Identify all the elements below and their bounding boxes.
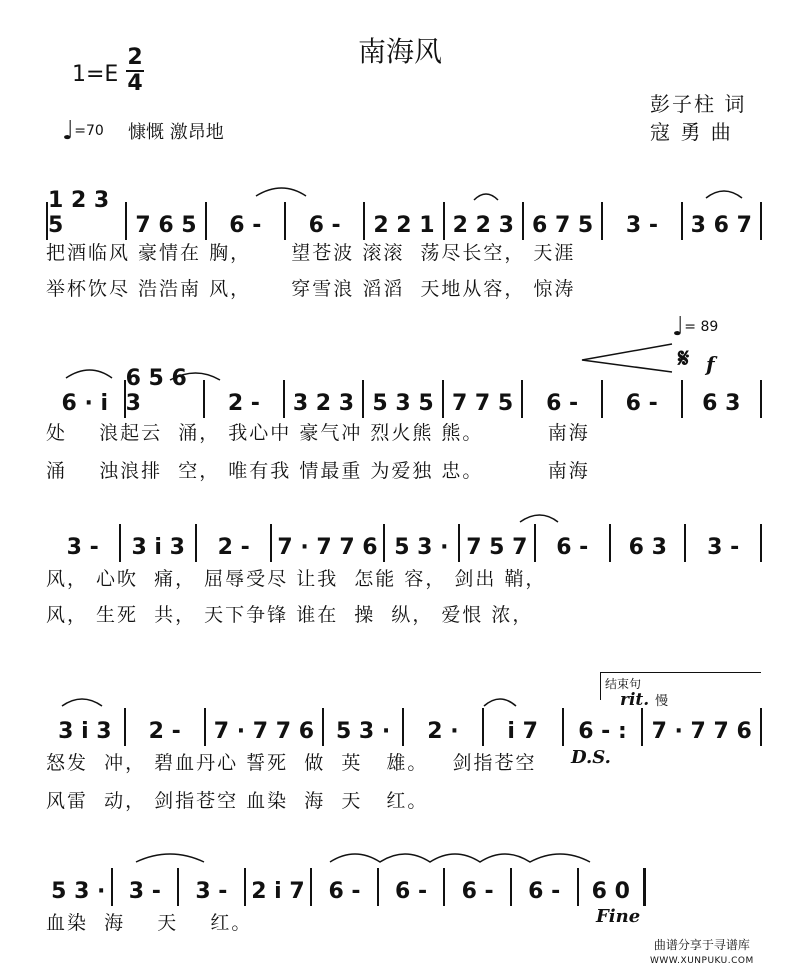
measure: 2 - — [217, 535, 250, 560]
measure: 6 - — [528, 879, 561, 904]
measure: 6 - — [328, 879, 361, 904]
measure: 2 - — [227, 391, 260, 416]
slur — [520, 515, 558, 522]
measure: 2 i 7 — [251, 879, 305, 904]
lyric-line: 风， 心吹 痛， 屈辱受尽 让我 怎能 容， 剑出 鞘， — [46, 568, 547, 590]
watermark-line-2: WWW.XUNPUKU.COM — [650, 956, 754, 966]
slur — [62, 699, 102, 706]
time-signature-bottom: 4 — [127, 71, 143, 96]
measure: 3 2 3 — [292, 391, 355, 416]
measure: 3 - — [195, 879, 228, 904]
measure: 6 - — [461, 879, 494, 904]
quarter-note-icon: ♩ — [62, 116, 75, 146]
watermark-line-1: 曲谱分享于寻谱库 — [653, 938, 750, 952]
ending-section-label: 结束句 — [600, 672, 761, 700]
measure: 6 7 5 — [532, 213, 594, 238]
measure: 3 i 3 — [131, 535, 185, 560]
rit-text: rit. — [620, 690, 650, 710]
measure: 6 - — [395, 879, 428, 904]
composer-credit: 寇 勇 曲 — [650, 120, 733, 144]
measure: 7 · 7 7 6 — [213, 719, 315, 744]
song-title: 南海风 — [357, 35, 442, 68]
measure: 7 · 7 7 6 — [651, 719, 752, 744]
measure: 6 - — [556, 535, 589, 560]
measure: 5 3 · — [51, 879, 106, 904]
measure: 3 i 3 — [58, 719, 112, 744]
lyric-line: 举杯饮尽 浩浩南 风， 穿雪浪 滔滔 天地从容， 惊涛 — [46, 278, 576, 300]
lyric-line: 处 浪起云 涌， 我心中 豪气冲 烈火熊 熊。 南海 — [46, 422, 590, 444]
key-signature: 1=E — [72, 62, 119, 87]
measure: 2 2 3 — [452, 213, 514, 238]
quarter-note-icon: ♩ — [672, 312, 685, 342]
tempo-change-value: = 89 — [684, 319, 719, 335]
watermark — [650, 938, 754, 968]
lyric-line: 风雷 动， 剑指苍空 血染 海 天 红。 — [46, 790, 429, 812]
measure: 6 - — [229, 213, 262, 238]
slur — [170, 373, 220, 380]
lyric-line: 风， 生死 共， 天下争锋 谁在 操 纵， 爱恨 浓， — [46, 604, 534, 626]
measure: 5 3 · — [394, 535, 449, 560]
crescendo-hairpin — [582, 344, 672, 372]
mood-marking: 慷慨 激昂地 — [128, 122, 224, 143]
measure: 6 5 6 3 — [125, 366, 187, 416]
lyricist-credit: 彭子柱 词 — [650, 92, 747, 116]
lyric-line: 把酒临风 豪情在 胸， 望苍波 滚滚 荡尽长空， 天涯 — [46, 242, 576, 264]
time-signature-top: 2 — [127, 45, 143, 70]
lyric-line: 血染 海 天 红。 — [46, 912, 253, 934]
dynamic-marking: f — [706, 352, 715, 376]
slur — [256, 188, 306, 196]
measure: 6 3 — [702, 391, 741, 416]
measure: 3 - — [66, 535, 99, 560]
lyric-line: 怒发 冲， 碧血丹心 誓死 做 英 雄。 剑指苍空 — [46, 752, 537, 774]
measure: 3 - — [625, 213, 659, 238]
slur — [706, 191, 742, 198]
measure: 3 - — [707, 535, 740, 560]
measure: 6 - — [308, 213, 341, 238]
measure: i 7 — [507, 719, 538, 744]
slur — [136, 854, 204, 862]
slur — [66, 370, 112, 378]
measure: 7 6 5 — [135, 213, 197, 238]
measure: 5 3 · — [335, 719, 391, 744]
measure: 6 · i — [61, 391, 109, 416]
slur — [330, 854, 590, 862]
measure: 3 - — [128, 879, 161, 904]
lyric-line: 涌 浊浪排 空， 唯有我 情最重 为爱独 忠。 南海 — [46, 460, 590, 482]
fine-marking: Fine — [596, 906, 641, 927]
slur — [474, 194, 498, 200]
measure: 6 3 — [628, 535, 667, 560]
measure: 6 - — [546, 391, 579, 416]
segno-icon: 𝄋 — [678, 344, 690, 374]
tempo-value: =70 — [74, 123, 104, 139]
measure: 6 - : — [578, 719, 627, 744]
rit-cn-text: 慢 — [655, 694, 669, 709]
measure: 7 7 5 — [451, 391, 514, 416]
measure: 7 5 7 — [466, 535, 528, 560]
measure: 2 · — [427, 719, 459, 744]
measure: 6 0 — [591, 879, 630, 904]
measure: 2 - — [148, 719, 181, 744]
measure: 6 - — [625, 391, 658, 416]
ds-marking: D.S. — [571, 747, 611, 768]
measure: 5 3 5 — [372, 391, 434, 416]
measure: 1 2 3 5 — [48, 188, 110, 238]
measure: 3 6 7 — [690, 213, 752, 238]
measure: 7 · 7 7 6 — [277, 535, 378, 560]
slur — [484, 699, 516, 706]
measure: 2 2 1 — [373, 213, 435, 238]
